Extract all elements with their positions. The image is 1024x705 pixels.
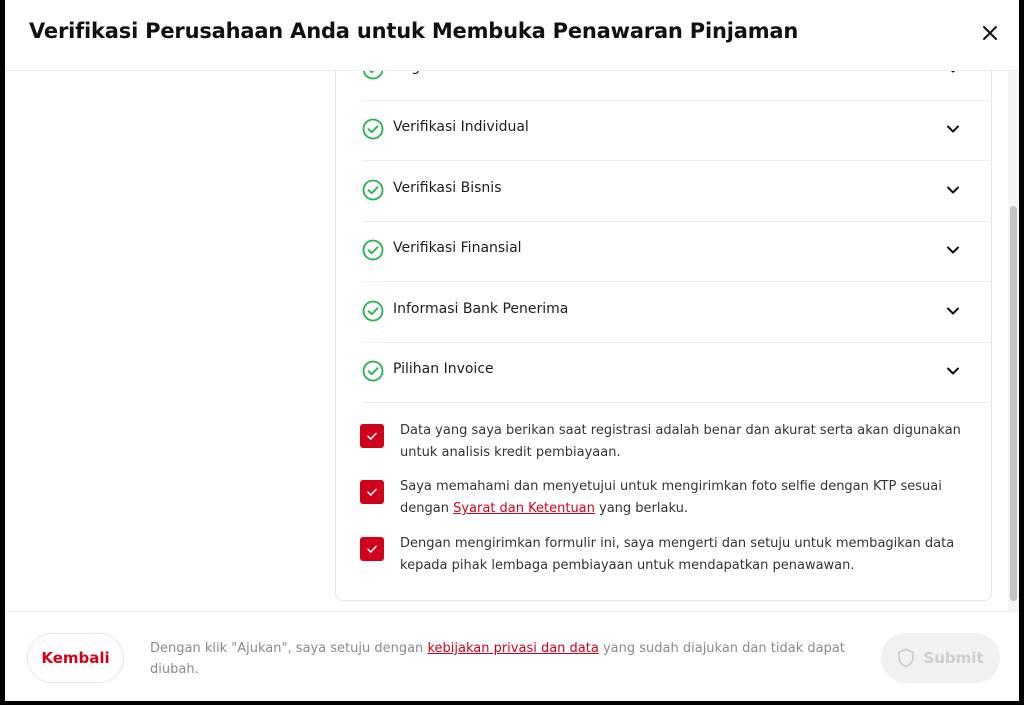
check-circle-icon (362, 300, 384, 322)
agreement-text-after: yang berlaku. (594, 501, 688, 516)
accordion-item-invoice[interactable] (362, 342, 990, 403)
accordion-label: Verifikasi Individual (393, 119, 529, 135)
agreement-checkbox[interactable] (360, 480, 384, 504)
footer-note-before: Dengan klik "Ajukan", saya setuju dengan (150, 641, 428, 656)
agreement-text: Dengan mengirimkan formulir ini, saya mengerti dan setuju untuk membagikan data kepada pihak lembaga pembiayaan untuk mendapatkan penawawan. (400, 536, 955, 573)
verification-modal (5, 0, 1019, 700)
modal-header (5, 0, 1019, 71)
modal-body (5, 71, 1019, 611)
check-circle-icon (362, 360, 384, 382)
close-button[interactable] (977, 20, 1003, 46)
footer-note-after: yang sudah diajukan dan tidak dapat diubah. (150, 641, 845, 677)
check-icon (366, 430, 378, 442)
agreement-checkbox[interactable] (360, 537, 384, 561)
back-button[interactable]: Kembali (27, 633, 124, 683)
check-icon (366, 486, 378, 498)
chevron-down-icon (946, 243, 960, 257)
shield-icon (897, 648, 915, 668)
accordion-label: Verifikasi Finansial (393, 240, 522, 256)
accordion-label: Verifikasi Bisnis (393, 180, 502, 196)
close-icon (977, 20, 1003, 46)
modal-footer (5, 611, 1019, 701)
privacy-policy-link[interactable]: kebijakan privasi dan data (427, 641, 599, 656)
check-circle-icon (362, 118, 384, 140)
modal-title: Verifikasi Perusahaan Anda untuk Membuka Penawaran Pinjaman (29, 19, 799, 43)
verification-card (335, 51, 992, 601)
accordion-item-individual[interactable] (362, 100, 990, 161)
accordion-item-finansial[interactable] (362, 221, 990, 282)
check-icon (366, 543, 378, 555)
agreement-text: Data yang saya berikan saat registrasi adalah benar dan akurat serta akan digunakan untuk analisis kredit pembiayaan. (400, 423, 961, 460)
check-circle-icon (362, 239, 384, 261)
chevron-down-icon (946, 183, 960, 197)
scrollbar-thumb[interactable] (1010, 206, 1017, 601)
accordion-item-bank[interactable] (362, 282, 990, 343)
chevron-down-icon (946, 364, 960, 378)
terms-link[interactable]: Syarat dan Ketentuan (453, 501, 595, 516)
agreement-text (400, 476, 970, 520)
scrollbar[interactable] (1008, 71, 1019, 611)
accordion-label: Informasi Bank Penerima (393, 301, 569, 317)
submit-button[interactable] (881, 633, 1000, 683)
check-circle-icon (362, 179, 384, 201)
chevron-down-icon (946, 304, 960, 318)
accordion-item-bisnis[interactable] (362, 161, 990, 222)
chevron-down-icon (946, 122, 960, 136)
agreement-text-before: Saya memahami dan menyetujui untuk mengirimkan foto selfie dengan KTP sesuai dengan (400, 479, 942, 516)
footer-note (150, 638, 850, 680)
accordion-label: Pilihan Invoice (393, 361, 494, 377)
submit-label: Submit (923, 649, 984, 667)
agreement-checkbox[interactable] (360, 424, 384, 448)
